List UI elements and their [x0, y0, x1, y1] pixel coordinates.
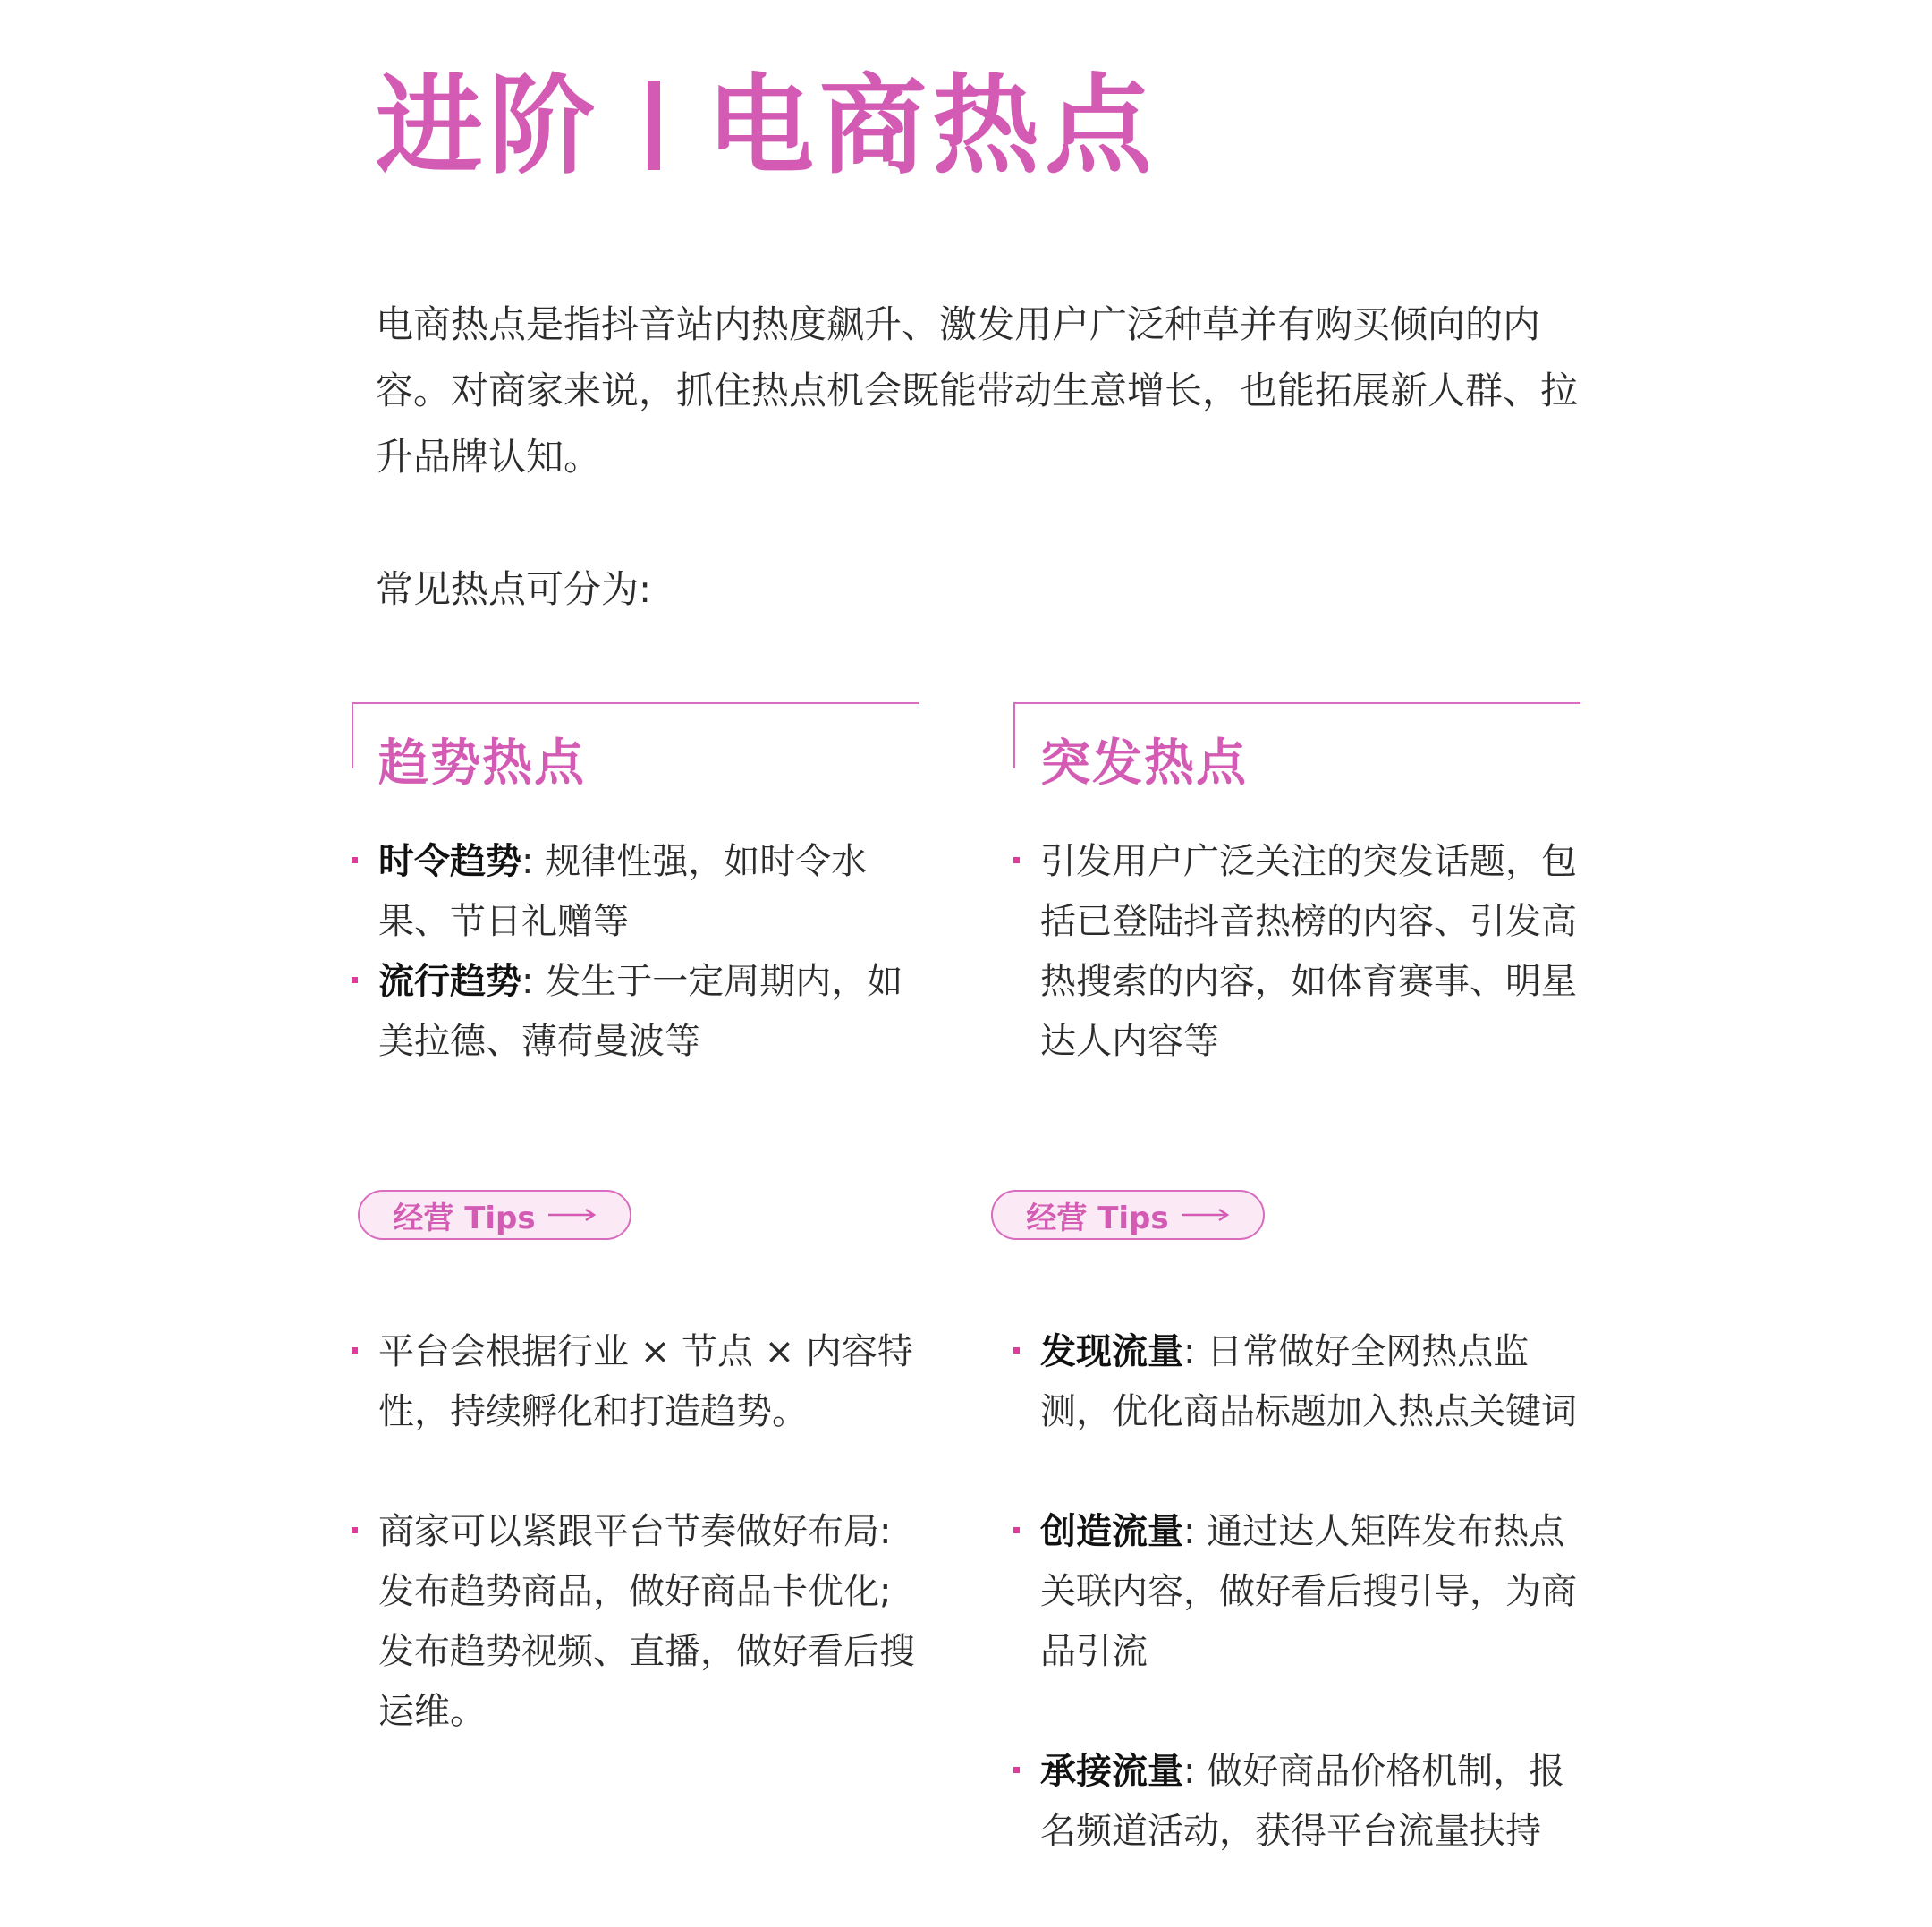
title-separator: [648, 81, 660, 170]
list-item-text: 引发用户广泛关注的突发话题，包括已登陆抖音热榜的内容、引发高热搜索的内容，如体育赛事、明星达人内容等: [1040, 841, 1577, 1062]
list-item: [1013, 1322, 1586, 1442]
page-title: [376, 63, 1157, 191]
list-item: [1013, 832, 1586, 1072]
intro-paragraph: 电商热点是指抖音站内热度飙升、激发用户广泛种草并有购买倾向的内容。对商家来说，抓住热点机会既能带动生意增长，也能拓展新人群、拉升品牌认知。: [376, 302, 1579, 479]
bullet-icon: [352, 977, 358, 983]
list-item: [352, 952, 915, 1072]
arrow-right-icon: [1180, 1208, 1230, 1222]
bullet-icon: [352, 857, 358, 863]
categories-label: 常见热点可分为:: [376, 567, 652, 611]
list-item-text: : 发生于一定周期内，如美拉德、薄荷曼波等: [378, 961, 903, 1062]
list-item: [352, 1322, 915, 1442]
list-item-text: : 日常做好全网热点监测，优化商品标题加入热点关键词: [1040, 1331, 1577, 1432]
burst-list: [1013, 832, 1586, 1072]
bullet-icon: [1013, 857, 1020, 863]
bullet-icon: [1013, 1527, 1020, 1533]
list-item-keyword: 流行趋势: [378, 961, 521, 1002]
list-item-text: 平台会根据行业 × 节点 × 内容特性，持续孵化和打造趋势。: [378, 1331, 913, 1432]
list-item-keyword: 发现流量: [1040, 1331, 1183, 1372]
trend-heading: 趋势热点: [378, 734, 586, 793]
list-item-keyword: 时令趋势: [378, 841, 521, 882]
list-item: [1013, 1502, 1586, 1682]
bullet-icon: [1013, 1767, 1020, 1773]
title-right: 电商热点: [707, 64, 1157, 189]
list-item-text: : 规律性强，如时令水果、节日礼赠等: [378, 841, 868, 942]
burst-heading-box: [1013, 702, 1580, 793]
arrow-right-icon: [547, 1208, 597, 1222]
list-item-keyword: 创造流量: [1040, 1511, 1183, 1552]
spacer: [1013, 1682, 1586, 1742]
trend-tips-pill: [358, 1190, 631, 1240]
list-item: [1013, 1742, 1586, 1862]
list-item-text: : 做好商品价格机制，报名频道活动，获得平台流量扶持: [1040, 1751, 1565, 1852]
tips-label: 经营 Tips: [393, 1200, 536, 1236]
tips-label: 经营 Tips: [1026, 1200, 1169, 1236]
list-item-keyword: 承接流量: [1040, 1751, 1183, 1792]
trend-tips-list: [352, 1322, 915, 1742]
burst-tips-list: [1013, 1322, 1586, 1862]
list-item-text: : 通过达人矩阵发布热点关联内容，做好看后搜引导，为商品引流: [1040, 1511, 1577, 1672]
trend-list: [352, 832, 915, 1072]
list-item: [352, 832, 915, 952]
burst-heading: 突发热点: [1040, 734, 1248, 793]
title-left: 进阶: [376, 64, 601, 189]
spacer: [1013, 1442, 1586, 1502]
list-item: [352, 1502, 915, 1742]
spacer: [352, 1442, 915, 1502]
list-item-text: 商家可以紧跟平台节奏做好布局: 发布趋势商品，做好商品卡优化; 发布趋势视频、直播，做好看后搜运维。: [378, 1511, 915, 1732]
bullet-icon: [352, 1347, 358, 1354]
bullet-icon: [1013, 1347, 1020, 1354]
burst-tips-pill: [991, 1190, 1265, 1240]
bullet-icon: [352, 1527, 358, 1533]
trend-heading-box: [352, 702, 919, 793]
